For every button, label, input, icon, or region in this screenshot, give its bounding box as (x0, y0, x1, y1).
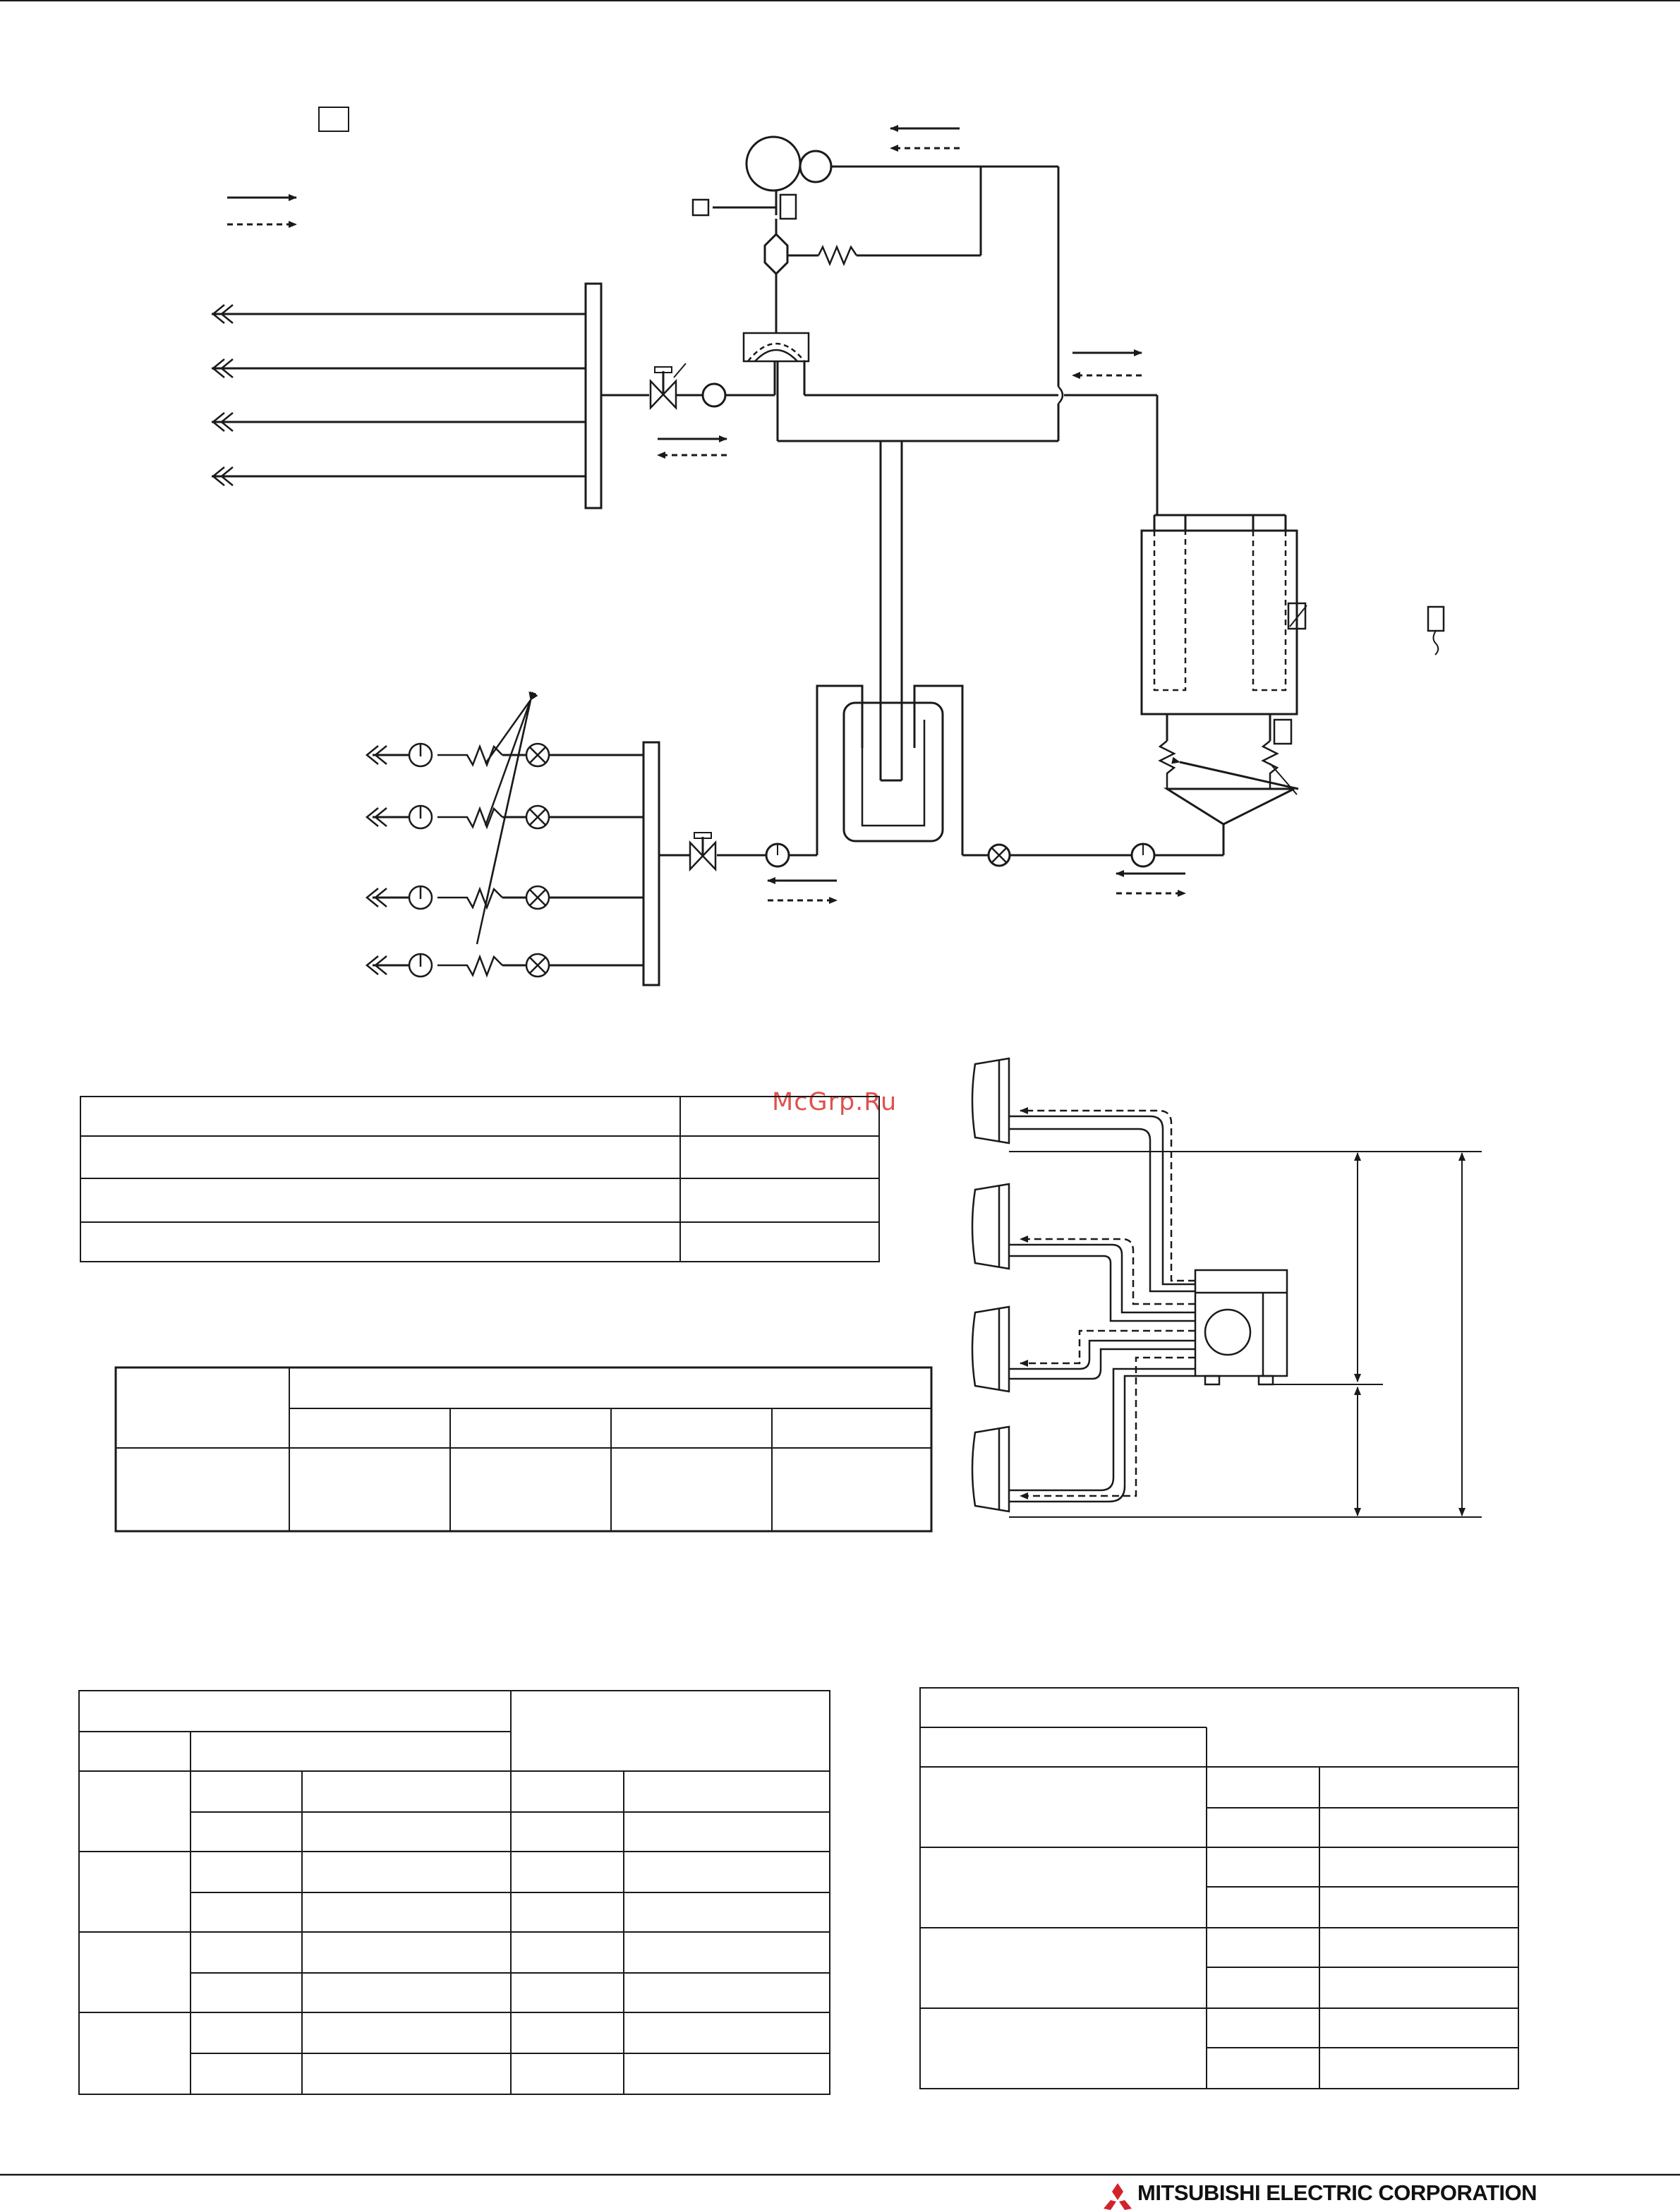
spec-table (80, 1097, 879, 1262)
flow-direction-arrows (1020, 1111, 1195, 1496)
watermark-text: McGrp.Ru (772, 1088, 898, 1116)
indoor-unit-icon (972, 1184, 1009, 1269)
installation-piping (1009, 1116, 1195, 1502)
mitsubishi-logo-icon (1104, 2183, 1132, 2210)
indoor-unit-icon (972, 1427, 1009, 1511)
outdoor-unit-icon (1195, 1270, 1287, 1384)
capacity-table (79, 1691, 830, 2094)
indoor-unit-icon (972, 1058, 1009, 1143)
footer-brand: MITSUBISHI ELECTRIC CORPORATION (1137, 2180, 1537, 2205)
combination-table (920, 1688, 1518, 2089)
indoor-unit-icon (972, 1307, 1009, 1391)
pipe-length-table (116, 1367, 931, 1531)
